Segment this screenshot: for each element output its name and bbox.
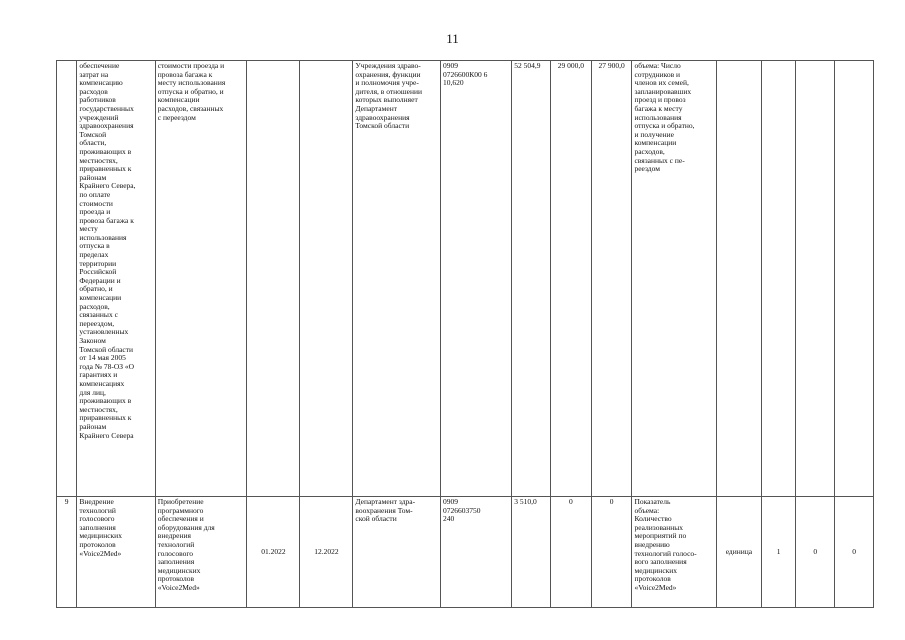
page-number: 11 (446, 31, 459, 46)
budget-code-cell: 0909 0726600К00 6 10,620 (441, 61, 512, 497)
end-date-cell (300, 61, 353, 497)
amount-year-2-cell: 29 000,0 (551, 61, 592, 497)
unit-cell: единица (717, 497, 762, 608)
value-3-cell: 0 (835, 497, 874, 608)
value-3-cell (835, 61, 874, 497)
start-date-cell: 01.2022 (247, 497, 300, 608)
value-1-cell: 1 (761, 497, 796, 608)
row-number-cell (57, 61, 77, 497)
amount-total-cell: 52 504,9 (512, 61, 551, 497)
amount-year-3-cell: 27 900,0 (591, 61, 632, 497)
activity-description-cell: стоимости проезда и провоза багажа к месту использования отпуска и обратно, и компенсации расходов, связанных с переездом (155, 61, 247, 497)
executor-cell: Учреждения здраво- охранения, функции и полномочия учре- дителя, в отношении которых выполняет Департамент здравоохранения Томской области (353, 61, 441, 497)
measure-name-cell: Внедрение технологий голосового заполнения медицинских протоколов «Voice2Med» (77, 497, 155, 608)
value-1-cell (761, 61, 796, 497)
executor-cell: Департамент здра- воохранения Том- ской области (353, 497, 441, 608)
start-date-cell (247, 61, 300, 497)
program-measures-table (56, 60, 874, 608)
amount-total-cell: 3 510,0 (512, 497, 551, 608)
end-date-cell: 12.2022 (300, 497, 353, 608)
measure-name-cell: обеспечение затрат на компенсацию расходов работников государственных учреждений здравоохранения Томской области, проживающих в местностях, приравненных к районам Крайнего Севера, по оплате стоимости проезда и провоза багажа к месту использования отпуска в пределах территории Российской Федерации и обратно, и компенсации расходов, связанных с переездом, установленных Законом Томской области от 14 мая 2005 года № 78-ОЗ «О гарантиях и компенсациях для лиц, проживающих в местностях, приравненных к районам Крайнего Севера (77, 61, 155, 497)
row-number-cell: 9 (57, 497, 77, 608)
activity-description-cell: Приобретение программного обеспечения и оборудования для внедрения технологий голосового заполнения медицинских протоколов «Voice2Med» (155, 497, 247, 608)
amount-year-3-cell: 0 (591, 497, 632, 608)
indicator-cell: объема: Число сотрудников и членов их семей, запланировавших проезд и провоз багажа к месту использования отпуска и обратно, и получение компенсации расходов, связанных с пе- реездом (632, 61, 717, 497)
unit-cell (717, 61, 762, 497)
table-row (57, 61, 874, 497)
value-2-cell: 0 (796, 497, 835, 608)
value-2-cell (796, 61, 835, 497)
table-row (57, 497, 874, 608)
indicator-cell: Показатель объема: Количество реализованных мероприятий по внедрению технологий голосо- вого заполнения медицинских протоколов «Voice2Med» (632, 497, 717, 608)
amount-year-2-cell: 0 (551, 497, 592, 608)
budget-code-cell: 0909 0726603750 240 (441, 497, 512, 608)
